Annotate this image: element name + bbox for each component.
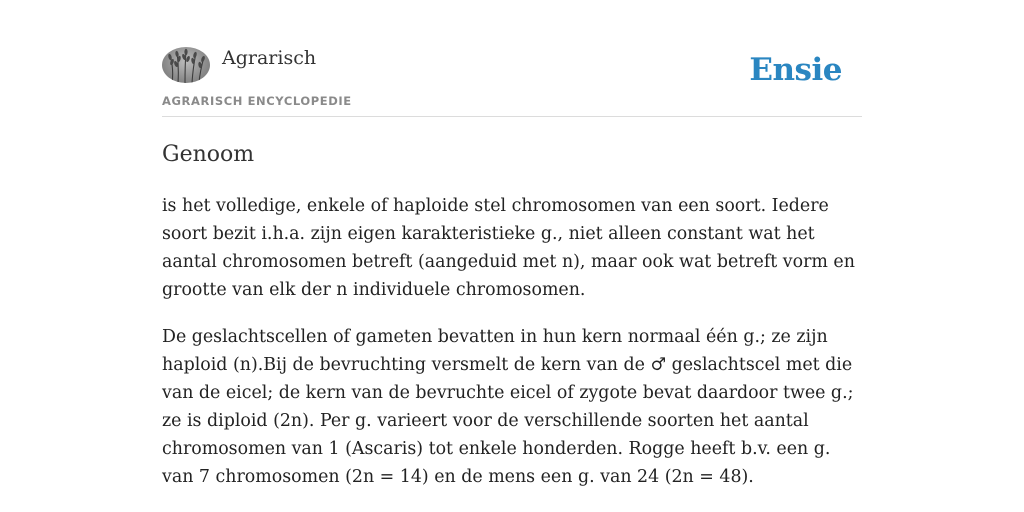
wheat-ears-icon[interactable]	[162, 47, 210, 83]
site-header	[162, 0, 862, 117]
article-title: Genoom	[162, 142, 255, 167]
article-paragraph: is het volledige, enkele of haploide stel chromosomen van een soort. Iedere soort bezit i.h.a. zijn eigen karakteristieke g., niet alleen constant wat het aantal chromosomen betreft (aangeduid met n), maar ook wat betreft vorm en grootte van elk der n individuele chromosomen.	[162, 196, 855, 300]
article-paragraph: De geslachtscellen of gameten bevatten in hun kern normaal één g.; ze zijn haploid (n).Bij de bevruchting versmelt de kern van de ♂ geslachtscel met die van de eicel; de kern van de bevruchte eicel of zygote bevat daardoor twee g.; ze is diploid (2n). Per g. varieert voor de verschillende soorten het aantal chromosomen van 1 (Ascaris) tot enkele honderden. Rogge heeft b.v. een g. van 7 chromosomen (2n = 14) en de mens een g. van 24 (2n = 48).	[162, 327, 854, 487]
ensie-logo-link[interactable]: Ensie	[749, 52, 842, 88]
site-subtitle: AGRARISCH ENCYCLOPEDIE	[162, 94, 352, 108]
article-body	[162, 192, 862, 510]
site-title[interactable]: Agrarisch	[222, 47, 317, 69]
